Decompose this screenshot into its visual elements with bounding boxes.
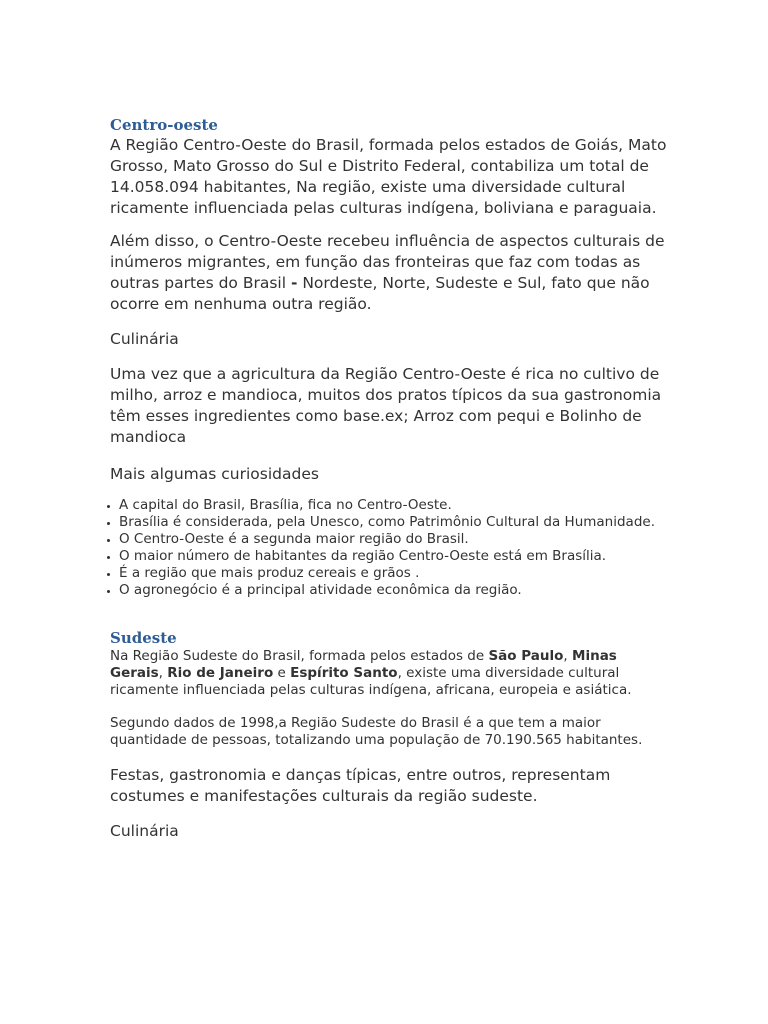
migrants-dash: - — [290, 274, 298, 292]
curiosidade-item: • Brasília é considerada, pela Unesco, como Patrimônio Cultural da Humanidade. — [119, 514, 670, 531]
sudeste-population-paragraph: Segundo dados de 1998,a Região Sudeste do Brasil é a que tem a maior quantidade de pessoas, totalizando uma população de 70.190.565 habitantes. — [110, 715, 643, 748]
sudeste-intro-text: Na Região Sudeste do Brasil, formada pelos estados de — [110, 648, 489, 664]
heading-centro-oeste: Centro-oeste — [110, 116, 218, 134]
separator: , — [563, 648, 573, 664]
state-sao-paulo: São Paulo — [488, 648, 564, 664]
document-content — [110, 116, 670, 842]
sudeste-culinaria-label: Culinária — [110, 822, 179, 840]
centro-oeste-culinaria-label: Culinária — [110, 330, 179, 348]
heading-sudeste: Sudeste — [110, 629, 177, 647]
centro-oeste-intro-paragraph: A Região Centro-Oeste do Brasil, formada pelos estados de Goiás, Mato Grosso, Mato Grosso do Sul e Distrito Federal, contabiliza um total de 14.058.094 habitantes, Na região, existe uma diversidade cultural ricamente influenciada pelas culturas indígena, boliviana e paraguaia. — [110, 136, 667, 217]
separator: e — [273, 665, 291, 681]
curiosidade-item: • É a região que mais produz cereais e grãos . — [119, 565, 670, 582]
centro-oeste-culinaria-paragraph: Uma vez que a agricultura da Região Centro-Oeste é rica no cultivo de milho, arroz e mandioca, muitos dos pratos típicos da sua gastronomia têm esses ingredientes como base.ex; Arroz com pequi e Bolinho de mandioca — [110, 365, 662, 446]
curiosidade-item: • O agronegócio é a principal atividade econômica da região. — [119, 582, 670, 599]
curiosidades-list — [90, 497, 670, 599]
curiosidade-item: • O maior número de habitantes da região Centro-Oeste está em Brasília. — [119, 548, 670, 565]
separator: , — [158, 665, 168, 681]
sudeste-intro-paragraph — [110, 648, 670, 699]
state-rio-de-janeiro: Rio de Janeiro — [167, 665, 274, 681]
curiosidades-label: Mais algumas curiosidades — [110, 465, 319, 483]
state-minas-gerais: Minas Gerais — [110, 648, 617, 681]
sudeste-festas-paragraph: Festas, gastronomia e danças típicas, entre outros, representam costumes e manifestações culturais da região sudeste. — [110, 766, 611, 805]
centro-oeste-migrants-paragraph — [110, 231, 670, 315]
curiosidade-item: • A capital do Brasil, Brasília, fica no Centro-Oeste. — [119, 497, 670, 514]
migrants-text-b: Nordeste, Norte, Sudeste e Sul, fato que não ocorre em nenhuma outra região. — [110, 274, 650, 313]
sudeste-intro-end: , existe uma diversidade cultural ricamente influenciada pelas culturas indígena, africana, europeia e asiática. — [110, 665, 632, 698]
migrants-text-a: Além disso, o Centro-Oeste recebeu influência de aspectos culturais de inúmeros migrantes, em função das fronteiras que faz com todas as outras partes do Brasil — [110, 232, 665, 292]
curiosidade-item: • O Centro-Oeste é a segunda maior região do Brasil. — [119, 531, 670, 548]
state-espirito-santo: Espírito Santo — [290, 665, 398, 681]
